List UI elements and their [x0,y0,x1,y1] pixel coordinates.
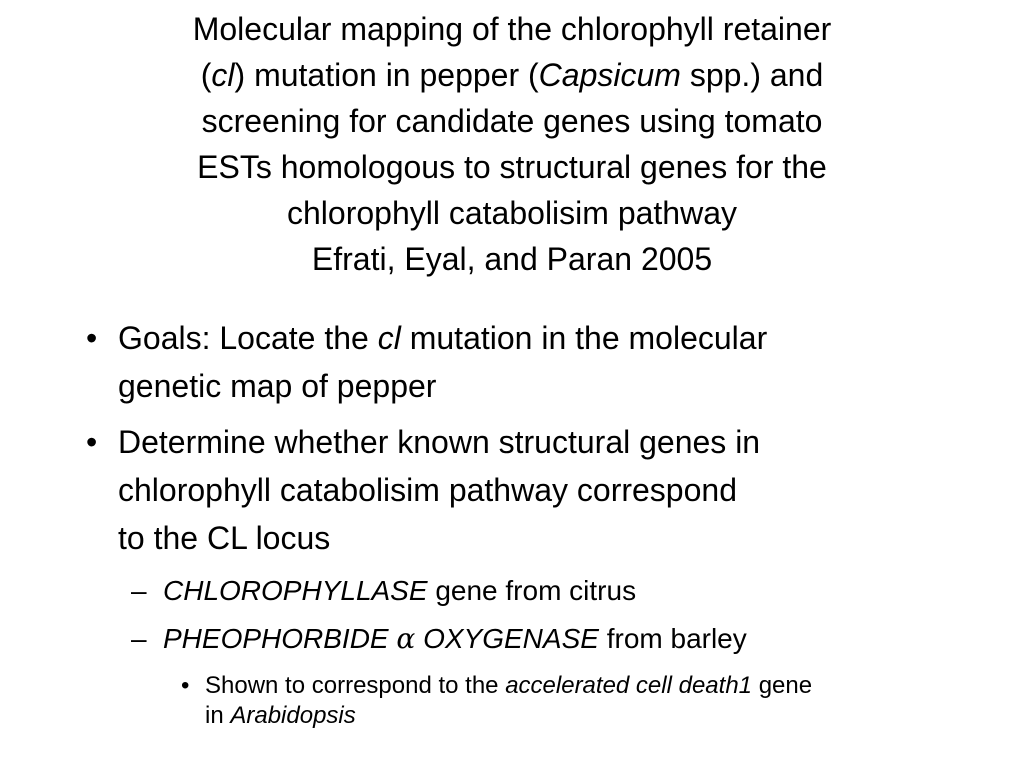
slide-title [60,6,964,282]
title-genus-italic: Capsicum [538,57,681,93]
bullet-icon: • [86,320,98,356]
title-line-3: screening for candidate genes using tomato [201,103,823,139]
dash-icon: – [131,575,147,606]
alpha-symbol: α [396,622,416,655]
acd1-italic: accelerated cell death1 [505,672,753,699]
arabidopsis-italic: Arabidopsis [230,702,356,729]
title-line-5: chlorophyll catabolisim pathway [287,195,737,231]
bullet-icon: • [86,424,98,460]
chlorophyllase-gene-italic: CHLOROPHYLLASE [163,575,428,606]
title-citation: Efrati, Eyal, and Paran 2005 [311,241,713,277]
sub-bullet-chlorophyllase-text: CHLOROPHYLLASE gene from citrus [163,575,637,606]
oxygenase-gene-italic: OXYGENASE [415,623,599,654]
bullet-determine-text: Determine whether known structural genes in chlorophyll catabolisim pathway correspond to the CL locus [118,424,761,556]
bullet-goals-text: Goals: Locate the cl mutation in the molecular genetic map of pepper [118,320,768,404]
title-cl-italic: cl [211,57,235,93]
sub-bullet-pheophorbide-text: PHEOPHORBIDE α OXYGENASE from barley [163,622,747,655]
goals-cl-italic: cl [377,320,401,356]
title-line-2: (cl) mutation in pepper (Capsicum spp.) and [200,57,824,93]
sub-sub-bullet-acd1-text: Shown to correspond to the accelerated cell death1 gene in Arabidopsis [205,672,813,729]
dash-icon: – [131,623,147,654]
title-line-4: ESTs homologous to structural genes for the [197,149,827,185]
title-line-1: Molecular mapping of the chlorophyll retainer [192,11,832,47]
bullet-icon: • [181,672,190,699]
pheophorbide-gene-italic: PHEOPHORBIDE [163,623,397,654]
